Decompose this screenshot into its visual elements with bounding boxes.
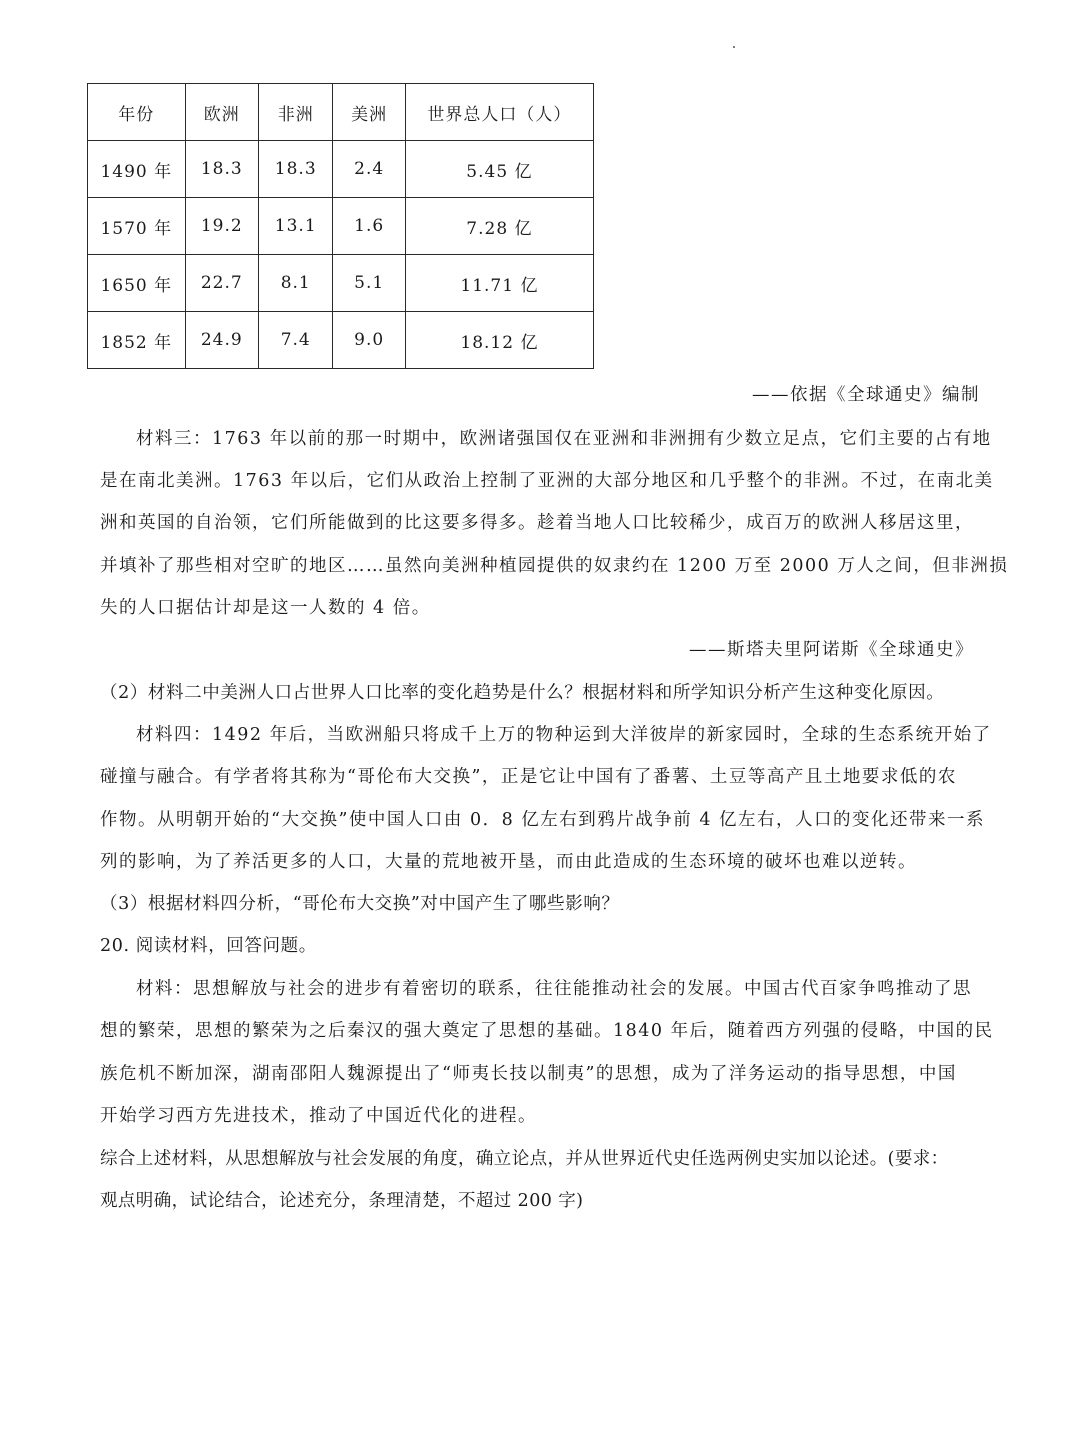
cell-year: 1490 年: [88, 141, 186, 198]
table-row: [88, 255, 594, 312]
table-row: [88, 198, 594, 255]
material4-line: 列的影响，为了养活更多的人口，大量的荒地被开垦，而由此造成的生态环境的破坏也难以逆转。: [100, 852, 917, 872]
question-3: （3）根据材料四分析，“哥伦布大交换”对中国产生了哪些影响？: [100, 894, 620, 914]
q20-prompt-line: 综合上述材料，从思想解放与社会发展的角度，确立论点，并从世界近代史任选两例史实加以论述。(要求：: [100, 1149, 949, 1169]
material4-line: 作物。从明朝开始的“大交换”使中国人口由 0．8 亿左右到鸦片战争前 4 亿左右，人口的变化还带来一系: [100, 810, 986, 830]
cell-america: 1.6: [333, 198, 405, 255]
cell-africa: 7.4: [259, 312, 333, 369]
cell-europe: 19.2: [185, 198, 258, 255]
material3-line: 是在南北美洲。1763 年以后，它们从政治上控制了亚洲的大部分地区和几乎整个的非洲。不过，在南北美: [100, 471, 994, 491]
table-row: [88, 312, 594, 369]
material3-line: 材料三：1763 年以前的那一时期中，欧洲诸强国仅在亚洲和非洲拥有少数立足点，它们主要的占有地: [136, 429, 992, 449]
cell-africa: 18.3: [259, 141, 333, 198]
population-table: [87, 83, 594, 369]
material3-source: ——斯塔夫里阿诺斯《全球通史》: [689, 640, 974, 660]
q20-material-line: 族危机不断加深，湖南邵阳人魏源提出了“师夷长技以制夷”的思想，成为了洋务运动的指导思想，中国: [100, 1064, 957, 1084]
cell-europe: 22.7: [185, 255, 258, 312]
material3-line: 失的人口据估计却是这一人数的 4 倍。: [100, 598, 431, 618]
cell-europe: 24.9: [185, 312, 258, 369]
cell-america: 2.4: [333, 141, 405, 198]
q20-material-line: 开始学习西方先进技术，推动了中国近代化的进程。: [100, 1106, 537, 1126]
cell-world: 7.28 亿: [405, 198, 593, 255]
question-20-title: 20. 阅读材料，回答问题。: [100, 936, 317, 956]
cell-africa: 8.1: [259, 255, 333, 312]
header-europe: 欧洲: [185, 84, 258, 141]
header-year: 年份: [88, 84, 186, 141]
header-america: 美洲: [333, 84, 405, 141]
page-mark: [733, 46, 735, 48]
q20-prompt-line: 观点明确，试论结合，论述充分，条理清楚，不超过 200 字): [100, 1191, 584, 1211]
table-source: ——依据《全球通史》编制: [752, 385, 980, 405]
cell-africa: 13.1: [259, 198, 333, 255]
material3-line: 洲和英国的自治领，它们所能做到的比这要多得多。趁着当地人口比较稀少，成百万的欧洲人移居这里，: [100, 513, 974, 533]
cell-year: 1650 年: [88, 255, 186, 312]
cell-america: 5.1: [333, 255, 405, 312]
cell-year: 1852 年: [88, 312, 186, 369]
header-africa: 非洲: [259, 84, 333, 141]
cell-year: 1570 年: [88, 198, 186, 255]
cell-world: 18.12 亿: [405, 312, 593, 369]
header-world-population: 世界总人口（人）: [405, 84, 593, 141]
cell-world: 11.71 亿: [405, 255, 593, 312]
material4-line: 碰撞与融合。有学者将其称为“哥伦布大交换”，正是它让中国有了番薯、土豆等高产且土地要求低的农: [100, 767, 957, 787]
question-2: （2）材料二中美洲人口占世界人口比率的变化趋势是什么？根据材料和所学知识分析产生这种变化原因。: [100, 683, 945, 703]
material3-line: 并填补了那些相对空旷的地区……虽然向美洲种植园提供的奴隶约在 1200 万至 2000 万人之间，但非洲损: [100, 556, 1009, 576]
cell-america: 9.0: [333, 312, 405, 369]
table-row: [88, 141, 594, 198]
q20-material-line: 想的繁荣，思想的繁荣为之后秦汉的强大奠定了思想的基础。1840 年后，随着西方列强的侵略，中国的民: [100, 1021, 994, 1041]
q20-material-line: 材料：思想解放与社会的进步有着密切的联系，往往能推动社会的发展。中国古代百家争鸣推动了思: [136, 979, 972, 999]
table-header-row: [88, 84, 594, 141]
material4-line: 材料四：1492 年后，当欧洲船只将成千上万的物种运到大洋彼岸的新家园时，全球的生态系统开始了: [136, 725, 992, 745]
cell-europe: 18.3: [185, 141, 258, 198]
cell-world: 5.45 亿: [405, 141, 593, 198]
